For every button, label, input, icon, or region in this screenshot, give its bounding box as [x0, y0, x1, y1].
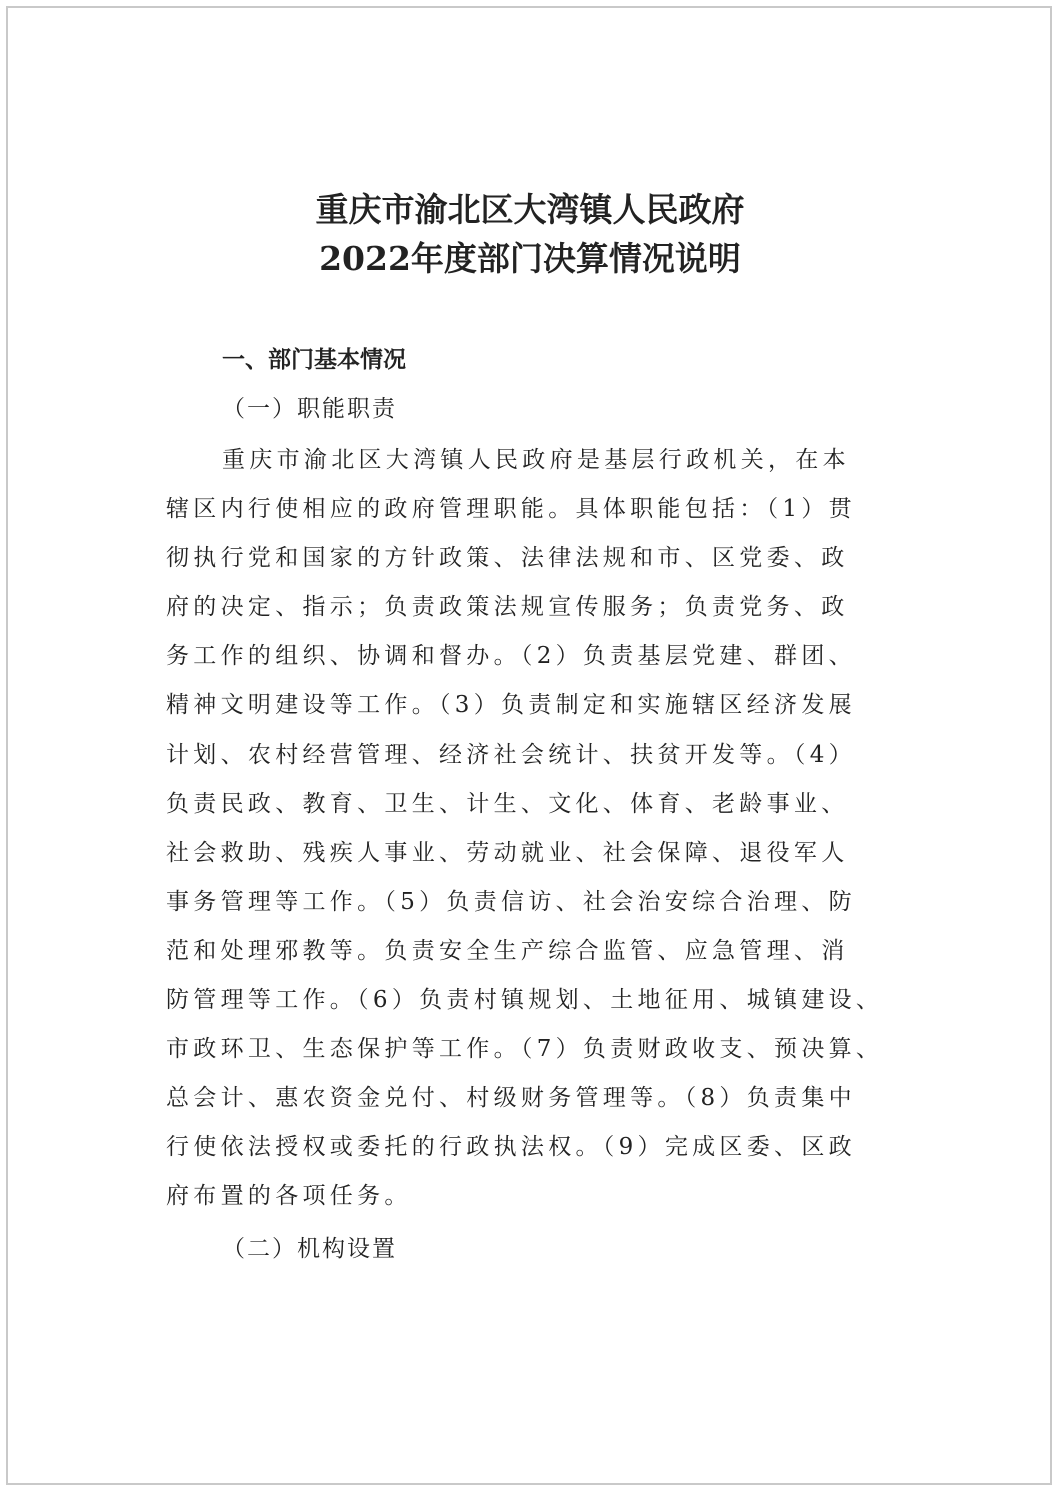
- paragraph-line: 负责民政、教育、卫生、计生、文化、体育、老龄事业、: [166, 790, 849, 817]
- paragraph-line: 计划、农村经营管理、经济社会统计、扶贫开发等。（4）: [166, 741, 856, 768]
- paragraph-line: 行使依法授权或委托的行政执法权。（9）完成区委、区政: [166, 1134, 856, 1161]
- functions-paragraph: [166, 436, 906, 1222]
- paragraph-line: 重庆市渝北区大湾镇人民政府是基层行政机关，在本: [222, 447, 850, 473]
- paragraph-line: 精神文明建设等工作。（3）负责制定和实施辖区经济发展: [166, 692, 856, 719]
- paragraph-line: 防管理等工作。（6）负责村镇规划、土地征用、城镇建设、: [166, 987, 884, 1014]
- paragraph-line: 辖区内行使相应的政府管理职能。具体职能包括：（1）贯: [166, 496, 856, 523]
- paragraph-line: 彻执行党和国家的方针政策、法律法规和市、区党委、政: [166, 545, 849, 572]
- section-heading-basic-info: 一、部门基本情况: [222, 347, 406, 373]
- subsection-heading-organization: （二）机构设置: [222, 1236, 397, 1262]
- paragraph-line: 社会救助、残疾人事业、劳动就业、社会保障、退役军人: [166, 839, 849, 866]
- paragraph-line: 总会计、惠农资金兑付、村级财务管理等。（8）负责集中: [166, 1085, 856, 1112]
- document-title-line-2: 2022年度部门决算情况说明: [319, 239, 741, 278]
- paragraph-line: 府的决定、指示；负责政策法规宣传服务；负责党务、政: [166, 594, 849, 621]
- document-title-line-1: 重庆市渝北区大湾镇人民政府: [315, 190, 745, 229]
- subsection-heading-functions: （一）职能职责: [222, 396, 397, 422]
- paragraph-line: 市政环卫、生态保护等工作。（7）负责财政收支、预决算、: [166, 1036, 884, 1063]
- paragraph-line: 务工作的组织、协调和督办。（2）负责基层党建、群团、: [166, 643, 856, 670]
- paragraph-line: 事务管理等工作。（5）负责信访、社会治安综合治理、防: [166, 888, 856, 915]
- paragraph-line: 范和处理邪教等。负责安全生产综合监管、应急管理、消: [166, 937, 849, 964]
- paragraph-line: 府布置的各项任务。: [166, 1183, 412, 1210]
